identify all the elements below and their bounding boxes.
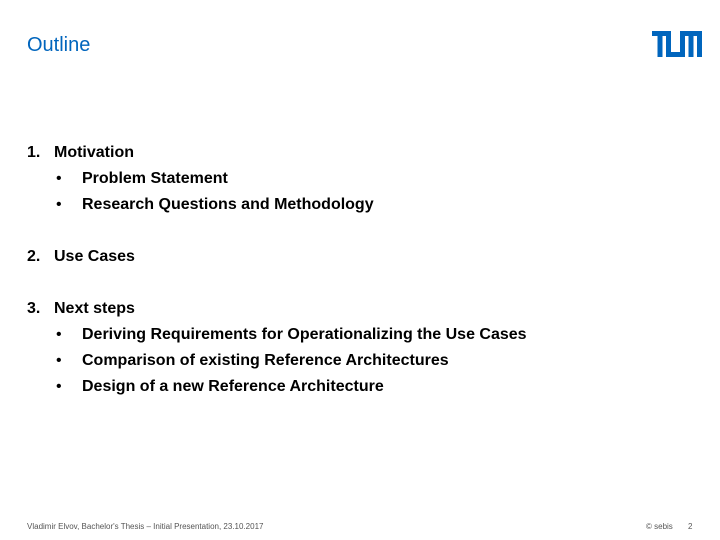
bullet-icon: • bbox=[56, 352, 62, 369]
section-number: 1. bbox=[27, 144, 41, 161]
section-label: Next steps bbox=[54, 300, 135, 317]
tum-logo-icon bbox=[652, 31, 702, 57]
subitem-label: Design of a new Reference Architecture bbox=[82, 378, 384, 395]
footer-copyright: © sebis bbox=[646, 522, 673, 531]
footer-text: Vladimir Elvov, Bachelor's Thesis – Initial Presentation, 23.10.2017 bbox=[27, 522, 264, 531]
bullet-icon: • bbox=[56, 378, 62, 395]
section-label: Use Cases bbox=[54, 248, 135, 265]
subitem-label: Research Questions and Methodology bbox=[82, 196, 374, 213]
page-number: 2 bbox=[688, 522, 693, 531]
bullet-icon: • bbox=[56, 170, 62, 187]
bullet-icon: • bbox=[56, 196, 62, 213]
slide-title: Outline bbox=[27, 34, 91, 56]
subitem-label: Comparison of existing Reference Architectures bbox=[82, 352, 449, 369]
section-number: 3. bbox=[27, 300, 41, 317]
section-label: Motivation bbox=[54, 144, 134, 161]
bullet-icon: • bbox=[56, 326, 62, 343]
subitem-label: Deriving Requirements for Operationalizing the Use Cases bbox=[82, 326, 527, 343]
section-number: 2. bbox=[27, 248, 41, 265]
subitem-label: Problem Statement bbox=[82, 170, 228, 187]
